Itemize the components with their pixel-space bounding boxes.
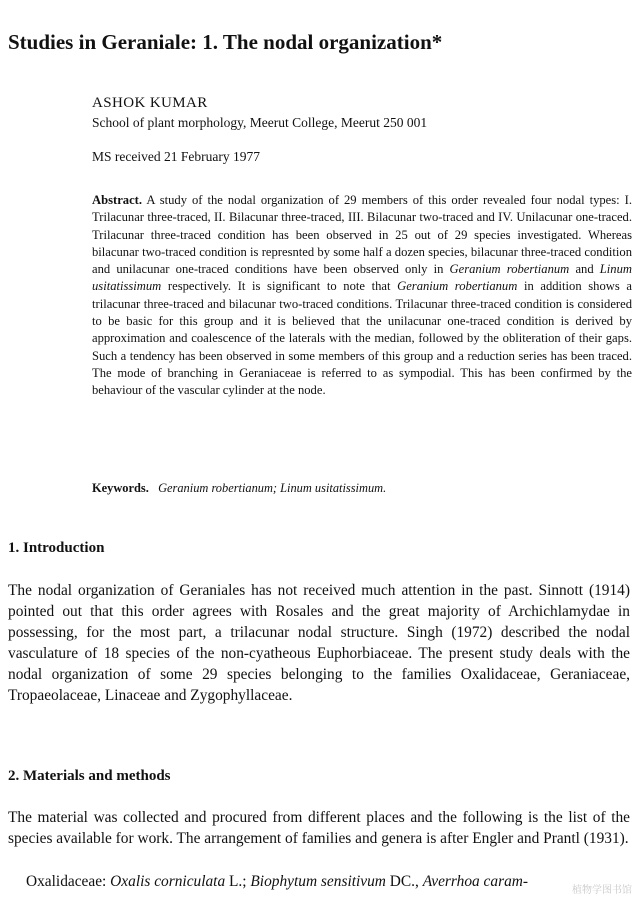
author-block bbox=[92, 95, 427, 165]
authority-2: DC., bbox=[385, 873, 423, 890]
species-3: Averrhoa caram- bbox=[422, 873, 529, 890]
abstract bbox=[92, 192, 632, 400]
authority-1: L.; bbox=[225, 873, 251, 890]
abstract-label: Abstract. bbox=[92, 193, 143, 207]
species-2: Biophytum sensitivum bbox=[250, 873, 386, 890]
species-list-line bbox=[8, 871, 630, 892]
author-name: ASHOK KUMAR bbox=[92, 95, 208, 111]
abstract-text-2: and bbox=[569, 262, 600, 277]
author-affiliation: School of plant morphology, Meerut College, Meerut 250 001 bbox=[92, 115, 428, 130]
paper-title: Studies in Geraniale: 1. The nodal organization* bbox=[8, 30, 443, 54]
watermark: 植物学图书馆 bbox=[572, 885, 632, 896]
species-1: Oxalis corniculata bbox=[110, 873, 226, 890]
keywords-label: Keywords. bbox=[92, 481, 149, 495]
keywords bbox=[92, 481, 386, 496]
abstract-species-3: Geranium robertianum bbox=[397, 279, 518, 294]
received-date: MS received 21 February 1977 bbox=[92, 149, 260, 164]
keywords-text: Geranium robertianum; Linum usitatissimum. bbox=[158, 481, 387, 495]
introduction-text: The nodal organization of Geraniales has not received much attention in the past. Sinnott (1914) pointed out that this order agrees with Rosales and the great majority of Archichlamydae in possessing, for the most part, a trilacunar nodal structure. Singh (1972) described the nodal vasculature of 18 species of the non-cyatheous Euphorbiaceae. The present study deals with the nodal organization of some 29 species belonging to the families Oxalidaceae, Geraniaceae, Tropaeolaceae, Linaceae and Zygophyllaceae. bbox=[8, 582, 630, 704]
abstract-species-1: Geranium robertianum bbox=[449, 262, 570, 277]
family-name: Oxalidaceae: bbox=[26, 873, 111, 890]
abstract-text-1: A study of the nodal organization of 29 members of this order revealed four nodal types: I. Trilacunar three-traced, II. Bilacunar three-traced, III. Bilacunar two-traced and IV. Unilacunar one-traced. Trilacunar three-traced condition has been observed in 25 out of 29 species investigated. Whereas bilacunar two-traced condition is represnted by some half a dozen species, bilacunar three-traced condition and unilacunar one-traced conditions have been observed only in bbox=[92, 193, 632, 277]
methods-heading: 2. Materials and methods bbox=[8, 768, 171, 784]
abstract-species-2: Linum usitatissimum bbox=[92, 262, 632, 294]
introduction-heading: 1. Introduction bbox=[8, 540, 105, 556]
abstract-text-4: in addition shows a trilacunar three-traced and bilacunar two-traced conditions. Trilacunar three-traced condition is considered to be basic for this group and it is believed that the unilacunar one-traced condition is derived by approximation and coalescence of the laterals with the median, followed by the obliteration of their gaps. Such a tendency has been observed in some members of this group and a reduction series has been traced. The mode of branching in Geraniaceae is referred to as sympodial. This has been confirmed by the behaviour of the vascular cylinder at the node. bbox=[92, 279, 632, 398]
methods-text: The material was collected and procured from different places and the following is the list of the species available for work. The arrangement of families and genera is after Engler and Prantl (1931). bbox=[8, 809, 630, 847]
abstract-text-3: respectively. It is significant to note that bbox=[161, 279, 398, 294]
